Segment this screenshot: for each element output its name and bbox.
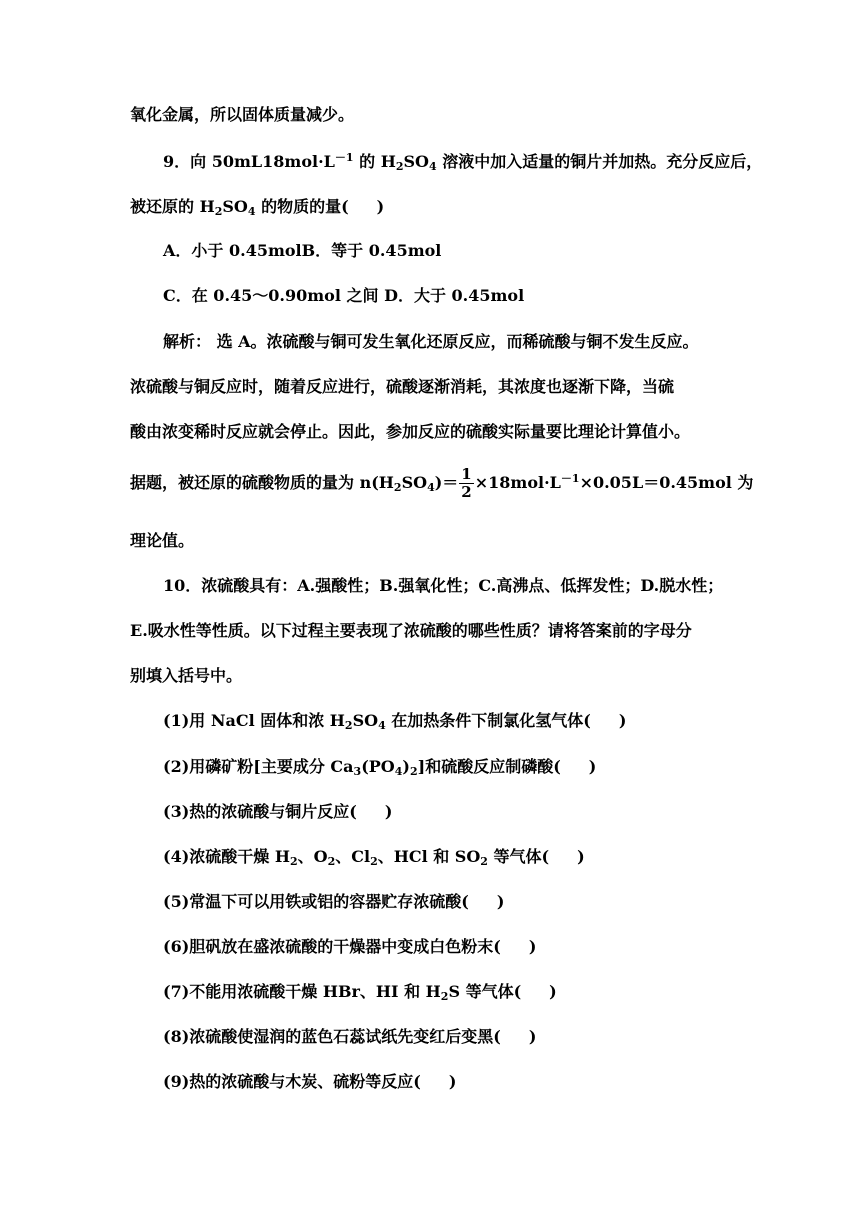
text-fragment: ) bbox=[376, 197, 385, 216]
item-2 bbox=[163, 756, 596, 778]
text-fragment: (8)浓硫酸使湿润的蓝色石蕊试纸先变红后变黑( bbox=[163, 1027, 501, 1046]
text-fragment: 、Cl bbox=[335, 847, 371, 866]
text-line-continuation bbox=[130, 104, 354, 126]
analysis-line-1 bbox=[163, 331, 699, 353]
subscript: 2 bbox=[289, 855, 298, 868]
analysis-line-3 bbox=[130, 421, 690, 443]
question-text: 别填入括号中。 bbox=[130, 666, 243, 685]
item-8 bbox=[163, 1026, 536, 1048]
text-fragment: 、O bbox=[297, 847, 328, 866]
text-fragment: ) bbox=[384, 802, 393, 821]
text-fragment: (6)胆矾放在盛浓硫酸的干燥器中变成白色粉末( bbox=[163, 937, 501, 956]
continuation-text: 氧化金属，所以固体质量减少。 bbox=[130, 105, 355, 124]
text-fragment: (7)不能用浓硫酸干燥 HBr、HI 和 H bbox=[163, 982, 441, 1001]
text-fragment: (4)浓硫酸干燥 H bbox=[163, 847, 290, 866]
analysis-text: 酸由浓变稀时反应就会停止。因此，参加反应的硫酸实际量要比理论计算值小。 bbox=[130, 422, 691, 441]
question-text: E.吸水性等性质。以下过程主要表现了浓硫酸的哪些性质？请将答案前的字母分 bbox=[130, 621, 692, 640]
text-fragment: SO bbox=[352, 711, 379, 730]
fraction bbox=[459, 466, 473, 501]
option-c-d bbox=[163, 285, 524, 307]
question-text: 10．浓硫酸具有：A.强酸性；B.强氧化性；C.高沸点、低挥发性；D.脱水性； bbox=[163, 576, 724, 595]
text-fragment: ) bbox=[549, 982, 557, 1001]
text-fragment: ) bbox=[588, 757, 597, 776]
question-9-line-2 bbox=[130, 196, 384, 218]
text-fragment: 据题，被还原的硫酸物质的量为 n(H bbox=[130, 473, 394, 492]
text-fragment: ) bbox=[577, 847, 585, 866]
subscript: 2 bbox=[370, 855, 378, 868]
text-fragment: ) bbox=[618, 711, 627, 730]
text-fragment: (1)用 NaCl 固体和浓 H bbox=[163, 711, 345, 730]
text-fragment: ) bbox=[402, 757, 410, 776]
text-fragment: 等气体( bbox=[487, 847, 550, 866]
text-fragment: 在加热条件下制氯化氢气体( bbox=[385, 711, 591, 730]
text-fragment: (5)常温下可以用铁或铝的容器贮存浓硫酸( bbox=[163, 892, 469, 911]
item-1 bbox=[163, 710, 626, 732]
item-6 bbox=[163, 936, 536, 958]
question-10-line-2 bbox=[130, 620, 692, 642]
text-fragment: ) bbox=[448, 1072, 457, 1091]
text-fragment: ×0.05L＝0.45mol 为 bbox=[579, 473, 754, 492]
text-fragment: S 等气体( bbox=[448, 982, 522, 1001]
text-fragment: 溶液中加入适量的铜片并加热。充分反应后， bbox=[436, 152, 763, 171]
text-fragment: 9．向 50mL18mol·L bbox=[163, 152, 335, 171]
item-3 bbox=[163, 801, 392, 823]
item-7 bbox=[163, 981, 557, 1003]
subscript: 4 bbox=[394, 765, 403, 778]
text-fragment: ) bbox=[528, 1027, 537, 1046]
fraction-numerator: 1 bbox=[461, 465, 472, 483]
analysis-line-4 bbox=[130, 466, 753, 501]
subscript: 2 bbox=[409, 765, 418, 778]
subscript: 4 bbox=[378, 719, 386, 732]
text-fragment: ×18mol·L bbox=[474, 473, 561, 492]
text-fragment: ) bbox=[528, 937, 537, 956]
text-fragment: SO bbox=[403, 152, 429, 171]
subscript: 2 bbox=[395, 160, 404, 173]
analysis-line-2 bbox=[130, 376, 674, 398]
subscript: 2 bbox=[214, 205, 223, 218]
analysis-text: 解析： 选 A。浓硫酸与铜可发生氧化还原反应，而稀硫酸与铜不发生反应。 bbox=[163, 332, 699, 351]
options-text: A．小于 0.45molB．等于 0.45mol bbox=[163, 241, 442, 260]
text-fragment: ) bbox=[496, 892, 505, 911]
question-9-line-1 bbox=[163, 151, 762, 173]
text-fragment: SO bbox=[222, 197, 248, 216]
text-fragment: 的物质的量( bbox=[255, 197, 349, 216]
options-text: C．在 0.45～0.90mol 之间 D．大于 0.45mol bbox=[163, 286, 525, 305]
item-9 bbox=[163, 1071, 456, 1093]
text-fragment: (3)热的浓硫酸与铜片反应( bbox=[163, 802, 357, 821]
subscript: 2 bbox=[440, 990, 449, 1003]
item-5 bbox=[163, 891, 504, 913]
text-fragment: )＝ bbox=[434, 473, 459, 492]
text-fragment: 被还原的 H bbox=[130, 197, 215, 216]
subscript: 4 bbox=[429, 160, 437, 173]
question-10-line-1 bbox=[163, 575, 723, 597]
subscript: 4 bbox=[427, 481, 435, 494]
subscript: 4 bbox=[247, 205, 256, 218]
text-fragment: (9)热的浓硫酸与木炭、硫粉等反应( bbox=[163, 1072, 421, 1091]
analysis-text: 浓硫酸与铜反应时，随着反应进行，硫酸逐渐消耗，其浓度也逐渐下降，当硫 bbox=[130, 377, 675, 396]
text-fragment: ]和硫酸反应制磷酸( bbox=[417, 757, 561, 776]
option-a-b bbox=[163, 240, 441, 262]
superscript: －1 bbox=[560, 472, 580, 485]
subscript: 2 bbox=[344, 719, 353, 732]
text-fragment: (2)用磷矿粉[主要成分 Ca bbox=[163, 757, 354, 776]
subscript: 2 bbox=[480, 855, 488, 868]
analysis-text: 理论值。 bbox=[130, 531, 195, 550]
item-4 bbox=[163, 846, 585, 868]
superscript: －1 bbox=[334, 151, 354, 164]
text-fragment: 、HCl 和 SO bbox=[377, 847, 481, 866]
question-10-line-3 bbox=[130, 665, 242, 687]
text-fragment: SO bbox=[401, 473, 428, 492]
subscript: 3 bbox=[353, 765, 362, 778]
text-fragment: 的 H bbox=[353, 152, 396, 171]
subscript: 2 bbox=[393, 481, 402, 494]
text-fragment: (PO bbox=[361, 757, 395, 776]
analysis-line-5 bbox=[130, 530, 194, 552]
subscript: 2 bbox=[327, 855, 336, 868]
fraction-denominator: 2 bbox=[461, 483, 472, 501]
